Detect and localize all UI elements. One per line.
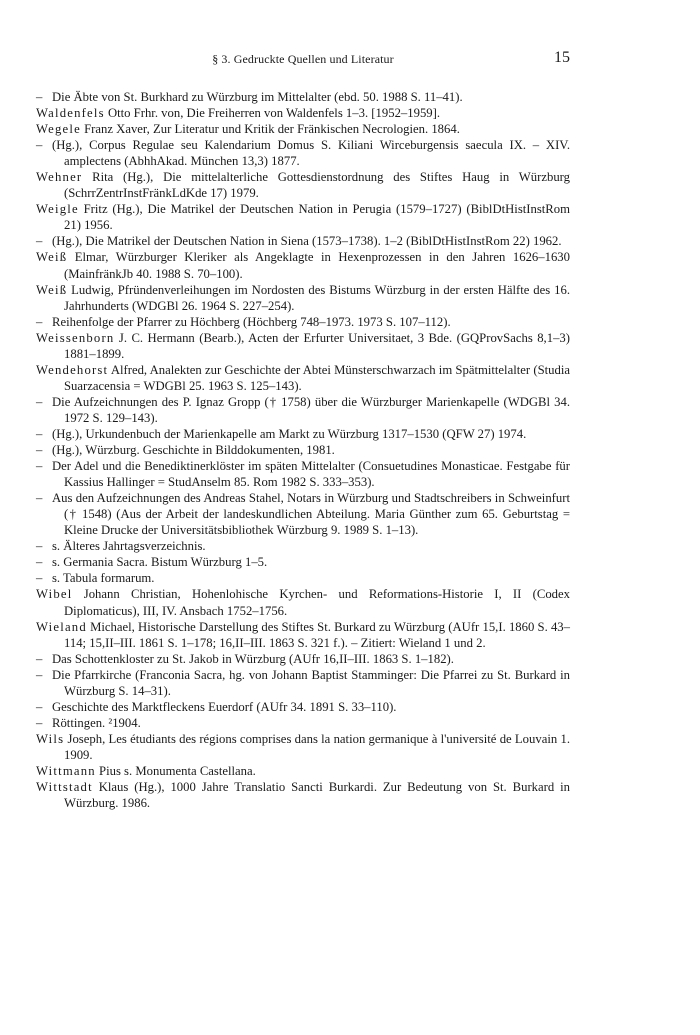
- entry-text: Reihenfolge der Pfarrer zu Höchberg (Höchberg 748–1973. 1973 S. 107–112).: [52, 314, 451, 329]
- continuation-dash: –: [36, 715, 43, 730]
- entry-text: Fritz (Hg.), Die Matrikel der Deutschen Nation in Perugia (1579–1727) (BiblDtHistInstRom 21) 1956.: [64, 202, 570, 233]
- bibliography-entry: [36, 619, 570, 651]
- entry-text: Der Adel und die Benediktinerklöster im späten Mittelalter (Consuetudines Monasticae. Festgabe für Kassius Hallinger = StudAnselm 85. Rom 1982 S. 333–353).: [52, 459, 570, 490]
- bibliography-entry: [36, 137, 570, 169]
- bibliography-entry: [36, 394, 570, 426]
- continuation-dash: –: [36, 699, 43, 714]
- bibliography-entry: [36, 169, 570, 201]
- bibliography-entry: [36, 249, 570, 281]
- page-number: 15: [554, 49, 570, 66]
- bibliography-entry: [36, 201, 570, 233]
- author-surname: Wittstadt: [36, 780, 93, 795]
- page-header: [36, 49, 570, 72]
- entry-text: s. Tabula formarum.: [52, 571, 155, 586]
- bibliography-entry: [36, 715, 570, 731]
- author-surname: Wegele: [36, 122, 81, 137]
- entry-text: Elmar, Würzburger Kleriker als Angeklagte in Hexenprozessen in den Jahren 1626–1630 (MainfränkJb 40. 1988 S. 70–100).: [64, 250, 570, 281]
- bibliography-entry: [36, 586, 570, 618]
- entry-text: Die Pfarrkirche (Franconia Sacra, hg. von Johann Baptist Stamminger: Die Pfarrei zu St. Burkard in Würzburg S. 14–31).: [52, 667, 570, 698]
- entry-text: Aus den Aufzeichnungen des Andreas Stahel, Notars in Würzburg und Stadtschreibers in Schweinfurt († 1548) (Aus der Arbeit der landeskundlichen Abteilung. Maria Günther zum 65. Geburtstag = Kleine Drucke der Universitätsbibliothek Würzburg 9. 1989 S. 1–13).: [52, 491, 570, 538]
- bibliography-entry: [36, 282, 570, 314]
- bibliography-entry: [36, 763, 570, 779]
- author-surname: Weiß: [36, 282, 68, 297]
- continuation-dash: –: [36, 555, 43, 570]
- entry-text: J. C. Hermann (Bearb.), Acten der Erfurter Universitaet, 3 Bde. (GQProvSachs 8,1–3) 1881–1899.: [64, 330, 570, 361]
- bibliography-entry: [36, 426, 570, 442]
- bibliography-entry: [36, 233, 570, 249]
- continuation-dash: –: [36, 314, 43, 329]
- entry-text: Ludwig, Pfründenverleihungen im Nordosten des Bistums Würzburg in der ersten Hälfte des 16. Jahrhunderts (WDGBl 26. 1964 S. 227–254).: [64, 282, 570, 313]
- author-surname: Wieland: [36, 619, 87, 634]
- bibliography-entry: [36, 731, 570, 763]
- bibliography-entry: [36, 442, 570, 458]
- author-surname: Wehner: [36, 170, 83, 185]
- entry-text: Otto Frhr. von, Die Freiherren von Waldenfels 1–3. [1952–1959].: [104, 106, 441, 121]
- entry-text: Rita (Hg.), Die mittelalterliche Gottesdienstordnung des Stiftes Haug in Würzburg (SchrrZentrInstFränkLdKde 17) 1979.: [64, 170, 570, 201]
- running-title: § 3. Gedruckte Quellen und Literatur: [212, 52, 394, 66]
- bibliography-entry: [36, 458, 570, 490]
- continuation-dash: –: [36, 138, 43, 153]
- entry-text: Pius s. Monumenta Castellana.: [95, 763, 256, 778]
- bibliography-list: [36, 89, 570, 811]
- entry-text: Röttingen. ²1904.: [52, 715, 141, 730]
- continuation-dash: –: [36, 459, 43, 474]
- entry-text: (Hg.), Corpus Regulae seu Kalendarium Domus S. Kiliani Wirceburgensis saecula IX. – XIV. amplectens (AbhhAkad. München 13,3) 1877.: [52, 138, 570, 169]
- continuation-dash: –: [36, 394, 43, 409]
- author-surname: Wibel: [36, 587, 73, 602]
- author-surname: Wils: [36, 731, 65, 746]
- entry-text: Die Aufzeichnungen des P. Ignaz Gropp († 1758) über die Würzburger Marienkapelle (WDGBl 34. 1972 S. 129–143).: [52, 394, 570, 425]
- author-surname: Weigle: [36, 202, 79, 217]
- entry-text: Michael, Historische Darstellung des Stiftes St. Burkard zu Würzburg (AUfr 15,I. 1860 S. 43–114; 15,II–III. 1861 S. 1–178; 16,II–III. 1863 S. 321 f.). – Zitiert: Wieland 1 und 2.: [64, 619, 570, 650]
- author-surname: Waldenfels: [36, 106, 105, 121]
- author-surname: Weissenborn: [36, 330, 115, 345]
- entry-text: Klaus (Hg.), 1000 Jahre Translatio Sancti Burkardi. Zur Bedeutung von St. Burkard in Würzburg. 1986.: [64, 780, 570, 811]
- continuation-dash: –: [36, 234, 43, 249]
- bibliography-entry: [36, 570, 570, 586]
- continuation-dash: –: [36, 571, 43, 586]
- bibliography-entry: [36, 651, 570, 667]
- continuation-dash: –: [36, 491, 43, 506]
- bibliography-entry: [36, 667, 570, 699]
- entry-text: s. Germania Sacra. Bistum Würzburg 1–5.: [52, 555, 268, 570]
- entry-text: (Hg.), Die Matrikel der Deutschen Nation in Siena (1573–1738). 1–2 (BiblDtHistInstRom 22) 1962.: [52, 234, 562, 249]
- bibliography-entry: [36, 554, 570, 570]
- entry-text: (Hg.), Urkundenbuch der Marienkapelle am Markt zu Würzburg 1317–1530 (QFW 27) 1974.: [52, 426, 527, 441]
- bibliography-entry: [36, 314, 570, 330]
- continuation-dash: –: [36, 539, 43, 554]
- bibliography-entry: [36, 105, 570, 121]
- author-surname: Weiß: [36, 250, 68, 265]
- entry-text: Alfred, Analekten zur Geschichte der Abtei Münsterschwarzach im Spätmittelalter (Studia Suarzacensia = WDGBl 25. 1963 S. 125–143).: [64, 362, 570, 393]
- entry-text: Die Äbte von St. Burkhard zu Würzburg im Mittelalter (ebd. 50. 1988 S. 11–41).: [52, 90, 463, 104]
- entry-text: (Hg.), Würzburg. Geschichte in Bilddokumenten, 1981.: [52, 443, 335, 458]
- entry-text: Das Schottenkloster zu St. Jakob in Würzburg (AUfr 16,II–III. 1863 S. 1–182).: [52, 651, 454, 666]
- bibliography-entry: [36, 330, 570, 362]
- entry-text: Joseph, Les étudiants des régions comprises dans la nation germanique à l'université de Louvain 1. 1909.: [64, 731, 570, 762]
- bibliography-entry: [36, 121, 570, 137]
- bibliography-entry: [36, 779, 570, 811]
- bibliography-entry: [36, 699, 570, 715]
- bibliography-entry: [36, 362, 570, 394]
- entry-text: s. Älteres Jahrtagsverzeichnis.: [52, 539, 206, 554]
- bibliography-entry: [36, 490, 570, 538]
- bibliography-entry: [36, 538, 570, 554]
- entry-text: Geschichte des Marktfleckens Euerdorf (AUfr 34. 1891 S. 33–110).: [52, 699, 397, 714]
- continuation-dash: –: [36, 426, 43, 441]
- entry-text: Franz Xaver, Zur Literatur und Kritik der Fränkischen Necrologien. 1864.: [80, 122, 460, 137]
- continuation-dash: –: [36, 651, 43, 666]
- continuation-dash: –: [36, 90, 43, 104]
- entry-text: Johann Christian, Hohenlohische Kyrchen- und Reformations-Historie I, II (Codex Diplomaticus), III, IV. Ansbach 1752–1756.: [64, 587, 570, 618]
- bibliography-entry: [36, 89, 570, 105]
- continuation-dash: –: [36, 443, 43, 458]
- author-surname: Wittmann: [36, 763, 96, 778]
- author-surname: Wendehorst: [36, 362, 109, 377]
- continuation-dash: –: [36, 667, 43, 682]
